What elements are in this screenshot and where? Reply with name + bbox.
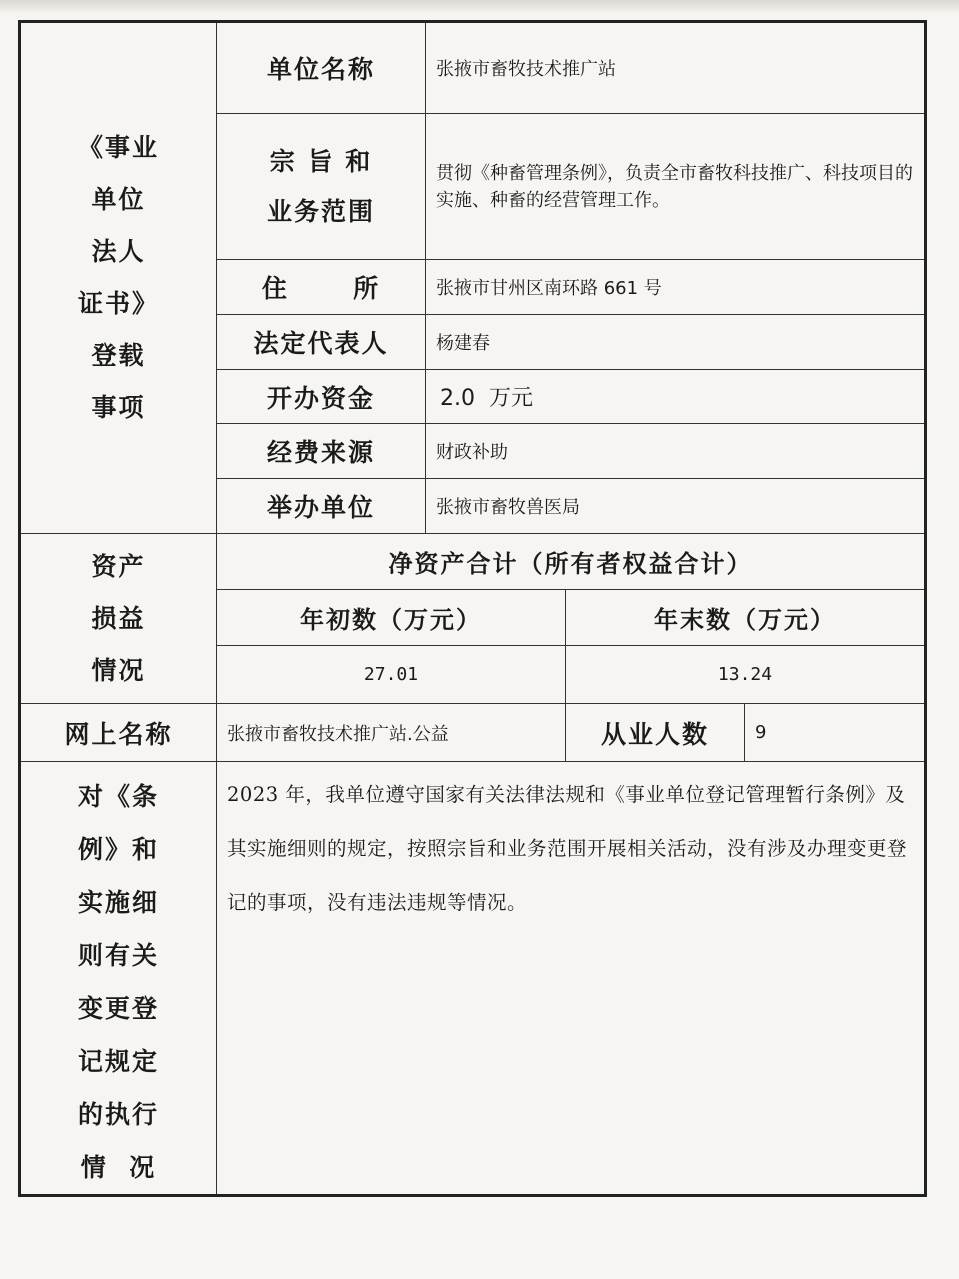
registration-section-label: 《事业 单位 法人 证书》 登载 事项 (20, 22, 217, 534)
unit-name-value: 张掖市畜牧技术推广站 (426, 22, 926, 114)
compliance-text: 2023 年，我单位遵守国家有关法律法规和《事业单位登记管理暂行条例》及其实施细则的规定，按照宗旨和业务范围开展相关活动，没有涉及办理变更登记的事项，没有违法违规等情况。 (217, 762, 926, 1196)
capital-value: 2.0 万元 (426, 370, 926, 424)
compliance-section-label: 对《条 例》和 实施细 则有关 变更登 记规定 的执行 情 况 (20, 762, 217, 1196)
staff-count-value: 9 (745, 704, 926, 762)
sponsor-label: 举办单位 (217, 479, 426, 534)
legal-rep-label: 法定代表人 (217, 315, 426, 370)
year-end-header: 年末数（万元） (566, 590, 926, 646)
purpose-label: 宗 旨 和 业务范围 (217, 114, 426, 260)
net-assets-header: 净资产合计（所有者权益合计） (217, 534, 926, 590)
assets-section-label: 资产 损益 情况 (20, 534, 217, 704)
sponsor-value: 张掖市畜牧兽医局 (426, 479, 926, 534)
capital-label: 开办资金 (217, 370, 426, 424)
annual-report-form (18, 20, 927, 1197)
year-begin-header: 年初数（万元） (217, 590, 566, 646)
legal-rep-value: 杨建春 (426, 315, 926, 370)
address-label: 住 所 (217, 260, 426, 315)
unit-name-label: 单位名称 (217, 22, 426, 114)
page-edge (0, 0, 959, 14)
staff-count-label: 从业人数 (566, 704, 745, 762)
funding-value: 财政补助 (426, 424, 926, 479)
online-name-label: 网上名称 (20, 704, 217, 762)
year-end-value: 13.24 (566, 646, 926, 704)
year-begin-value: 27.01 (217, 646, 566, 704)
funding-label: 经费来源 (217, 424, 426, 479)
address-value: 张掖市甘州区南环路 661 号 (426, 260, 926, 315)
online-name-value: 张掖市畜牧技术推广站.公益 (217, 704, 566, 762)
purpose-value: 贯彻《种畜管理条例》，负责全市畜牧科技推广、科技项目的实施、种畜的经营管理工作。 (426, 114, 926, 260)
